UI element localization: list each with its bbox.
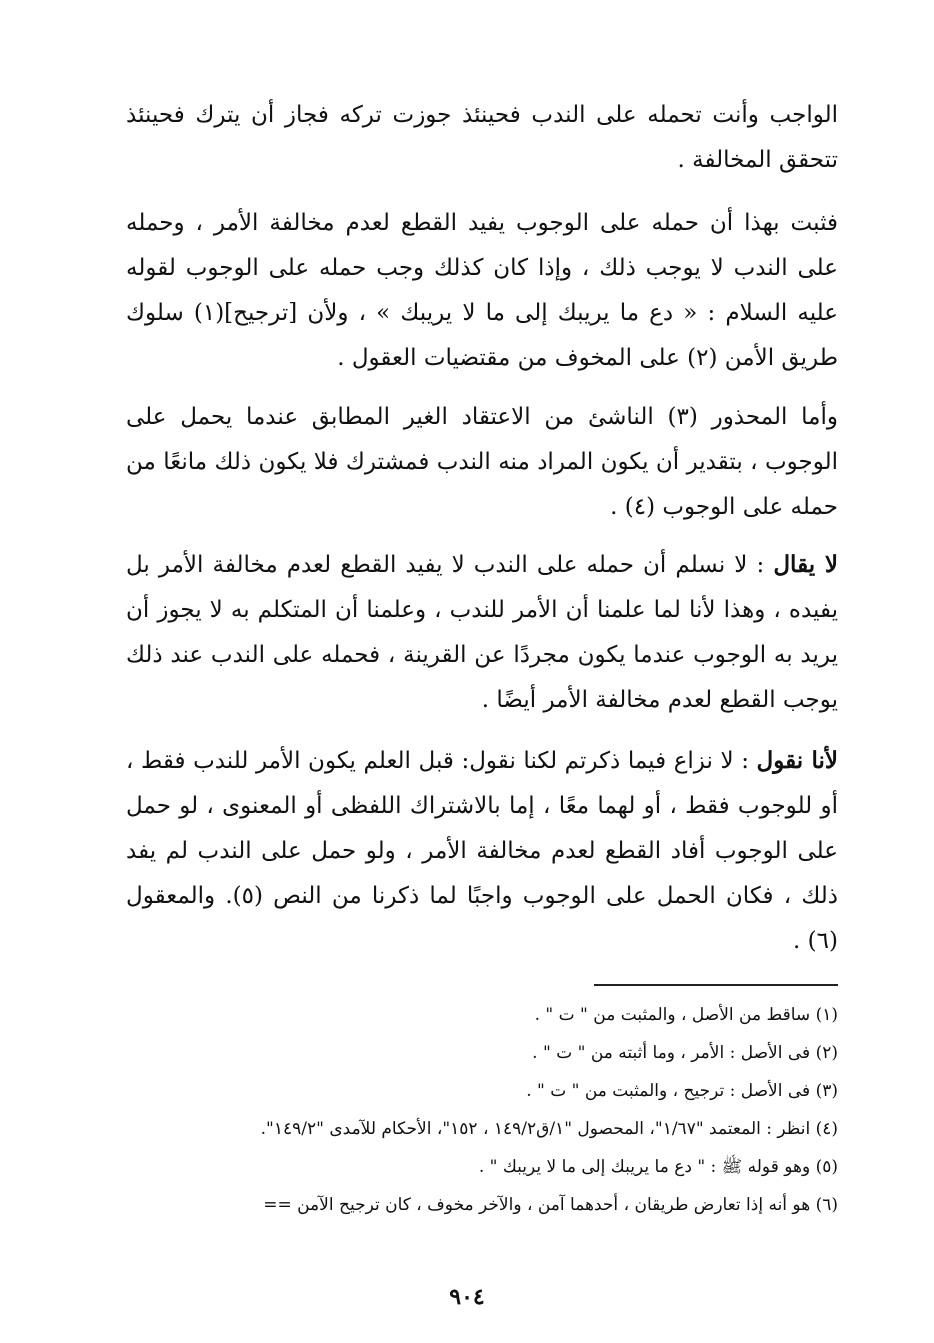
footnote: (٣) فى الأصل : ترجيح ، والمثبت من " ت " . <box>526 1081 838 1101</box>
paragraph-5: لأنا نقول : لا نزاع فيما ذكرتم لكنا نقول: قبل العلم يكون الأمر للندب فقط ، أو للوجوب فقط ، أو لهما معًا ، إما بالاشتراك اللفظى أو المعنوى ، لو حمل على الوجوب أفاد القطع لعدم مخالفة الأمر ، ولو حمل على الندب لم يفد ذلك ، فكان الحمل على الوجوب واجبًا لما ذكرنا من النص (٥). والمعقول (٦) . <box>126 747 838 954</box>
page-number: ٩٠٤ <box>449 1284 485 1310</box>
paragraph-1: الواجب وأنت تحمله على الندب فحينئذ جوزت تركه فجاز أن يترك فحينئذ تتحقق المخالفة . <box>126 102 838 173</box>
footnotes-list <box>126 1000 838 1228</box>
footnote: (١) ساقط من الأصل ، والمثبت من " ت " . <box>534 1005 838 1025</box>
paragraph-lead-la-yuqal: لا يقال <box>773 551 838 578</box>
footnote: (٢) فى الأصل : الأمر ، وما أثبته من " ت " . <box>532 1043 838 1063</box>
paragraph-2: فثبت بهذا أن حمله على الوجوب يفيد القطع لعدم مخالفة الأمر ، وحمله على الندب لا يوجب ذلك ، وإذا كان كذلك وجب حمله على الوجوب لقوله عليه السلام : « دع ما يريبك إلى ما لا يريبك » ، ولأن [ترجيح](١) سلوك طريق الأمن (٢) على المخوف من مقتضيات العقول . <box>126 210 838 371</box>
paragraph-3: وأما المحذور (٣) الناشئ من الاعتقاد الغير المطابق عندما يحمل على الوجوب ، بتقدير أن يكون المراد منه الندب فمشترك فلا يكون ذلك مانعًا من حمله على الوجوب (٤) . <box>126 404 838 520</box>
footnote: (٥) وهو قوله ﷺ : " دع ما يريبك إلى ما لا يريبك " . <box>478 1157 838 1177</box>
footnote-divider <box>594 984 838 986</box>
footnote: (٤) انظر : المعتمد "١/٦٧"، المحصول "١/ق١٤٩/٢ ، ١٥٢"، الأحكام للآمدى "١٤٩/٢". <box>260 1119 838 1139</box>
paragraph-4: لا يقال : لا نسلم أن حمله على الندب لا يفيد القطع لعدم مخالفة الأمر بل يفيده ، وهذا لأنا لما علمنا أن الأمر للندب ، وعلمنا أن المتكلم به لا يجوز أن يريد به الوجوب عندما يكون مجردًا عن القرينة ، فحمله على الندب عند ذلك يوجب القطع لعدم مخالفة الأمر أيضًا . <box>126 551 838 713</box>
footnote: (٦) هو أنه إذا تعارض طريقان ، أحدهما آمن ، والآخر مخوف ، كان ترجيح الآمن == <box>263 1195 838 1215</box>
paragraph-lead-lianna-naqul: لأنا نقول <box>756 747 838 774</box>
